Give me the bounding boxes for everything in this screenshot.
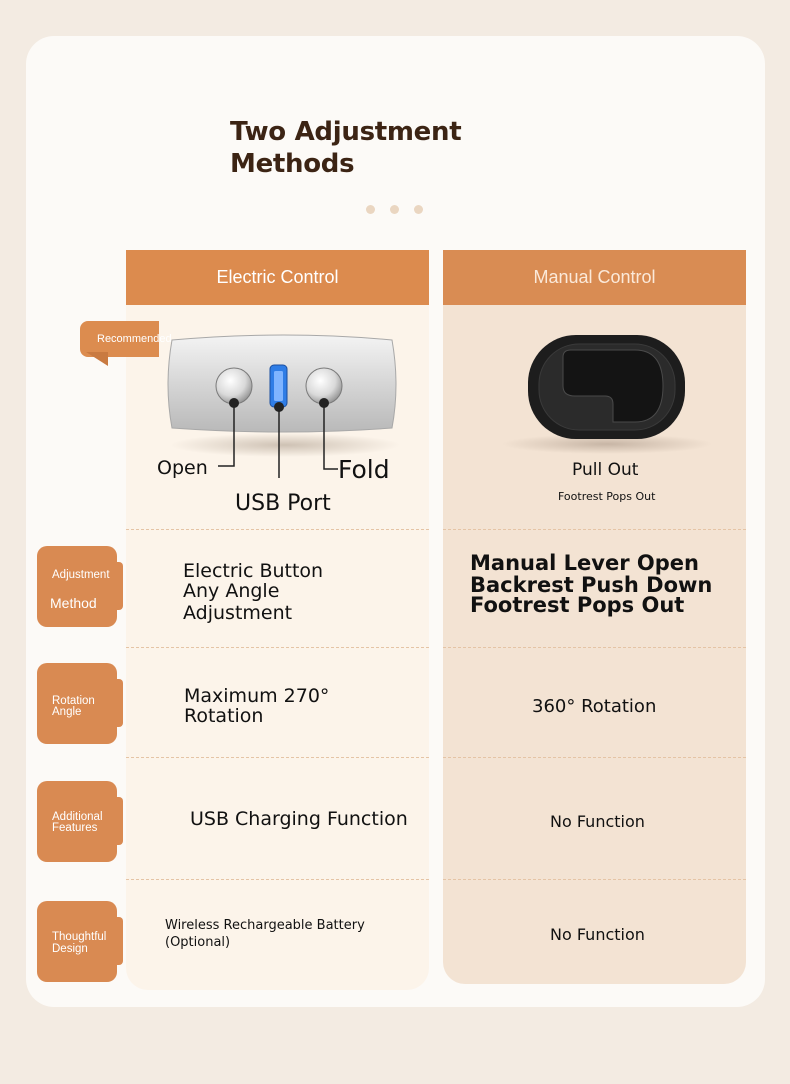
text-line: Adjustment — [183, 602, 293, 624]
footrest-pops-out-caption: Footrest Pops Out — [558, 490, 656, 503]
text-line: Backrest Push Down — [470, 573, 713, 597]
text-line: Wireless Rechargeable Battery — [165, 918, 365, 933]
row-divider — [443, 529, 746, 530]
manual-control-header: Manual Control — [443, 250, 746, 305]
text-line: Rotation — [184, 705, 264, 727]
text-line: (Optional) — [165, 935, 231, 950]
electric-control-header: Electric Control — [126, 250, 429, 305]
row-divider — [126, 647, 429, 648]
row-divider — [126, 879, 429, 880]
row-label-line2: Angle — [52, 706, 82, 718]
text-line: Electric Button — [183, 560, 324, 582]
fold-label: Fold — [338, 455, 390, 484]
row-label-line1: Thoughtful — [52, 931, 107, 943]
row-label-rotation-angle — [37, 663, 117, 744]
dot — [366, 205, 375, 214]
manual-additional-features: No Function — [550, 812, 645, 831]
recommended-badge: Recommended — [80, 321, 159, 357]
row-label-line2: Design — [52, 943, 88, 955]
badge-tail — [86, 352, 108, 366]
page-title: Two Adjustment Methods — [230, 117, 462, 179]
manual-adjustment-method — [470, 552, 712, 616]
manual-rotation-angle: 360° Rotation — [532, 696, 657, 717]
text-line: Footrest Pops Out — [470, 593, 685, 617]
row-label-line1: Adjustment — [52, 569, 110, 581]
text-line: Any Angle — [183, 580, 280, 602]
electric-adjustment-method — [183, 561, 323, 623]
row-divider — [443, 879, 746, 880]
text-line: Maximum 270° — [184, 685, 330, 707]
text-line: Manual Lever Open — [470, 551, 699, 575]
row-label-line1: Additional — [52, 811, 103, 823]
row-label-thoughtful-design — [37, 901, 117, 982]
row-label-line1: Rotation — [52, 695, 95, 707]
manual-thoughtful-design: No Function — [550, 925, 645, 944]
dot — [390, 205, 399, 214]
electric-rotation-angle — [184, 686, 329, 726]
dot — [414, 205, 423, 214]
row-divider — [126, 757, 429, 758]
pull-out-label: Pull Out — [572, 460, 639, 480]
manual-lever-illustration — [495, 330, 720, 460]
row-label-line2: Method — [50, 595, 97, 611]
open-label: Open — [157, 457, 208, 479]
decorative-dots — [366, 205, 423, 214]
electric-additional-features: USB Charging Function — [190, 808, 408, 830]
row-label-additional-features — [37, 781, 117, 862]
row-label-line2: Features — [52, 822, 98, 834]
row-divider — [126, 529, 429, 530]
row-label-adjustment-method — [37, 546, 117, 627]
usb-port-label: USB Port — [235, 491, 331, 516]
row-divider — [443, 647, 746, 648]
electric-thoughtful-design — [165, 917, 365, 951]
row-divider — [443, 757, 746, 758]
